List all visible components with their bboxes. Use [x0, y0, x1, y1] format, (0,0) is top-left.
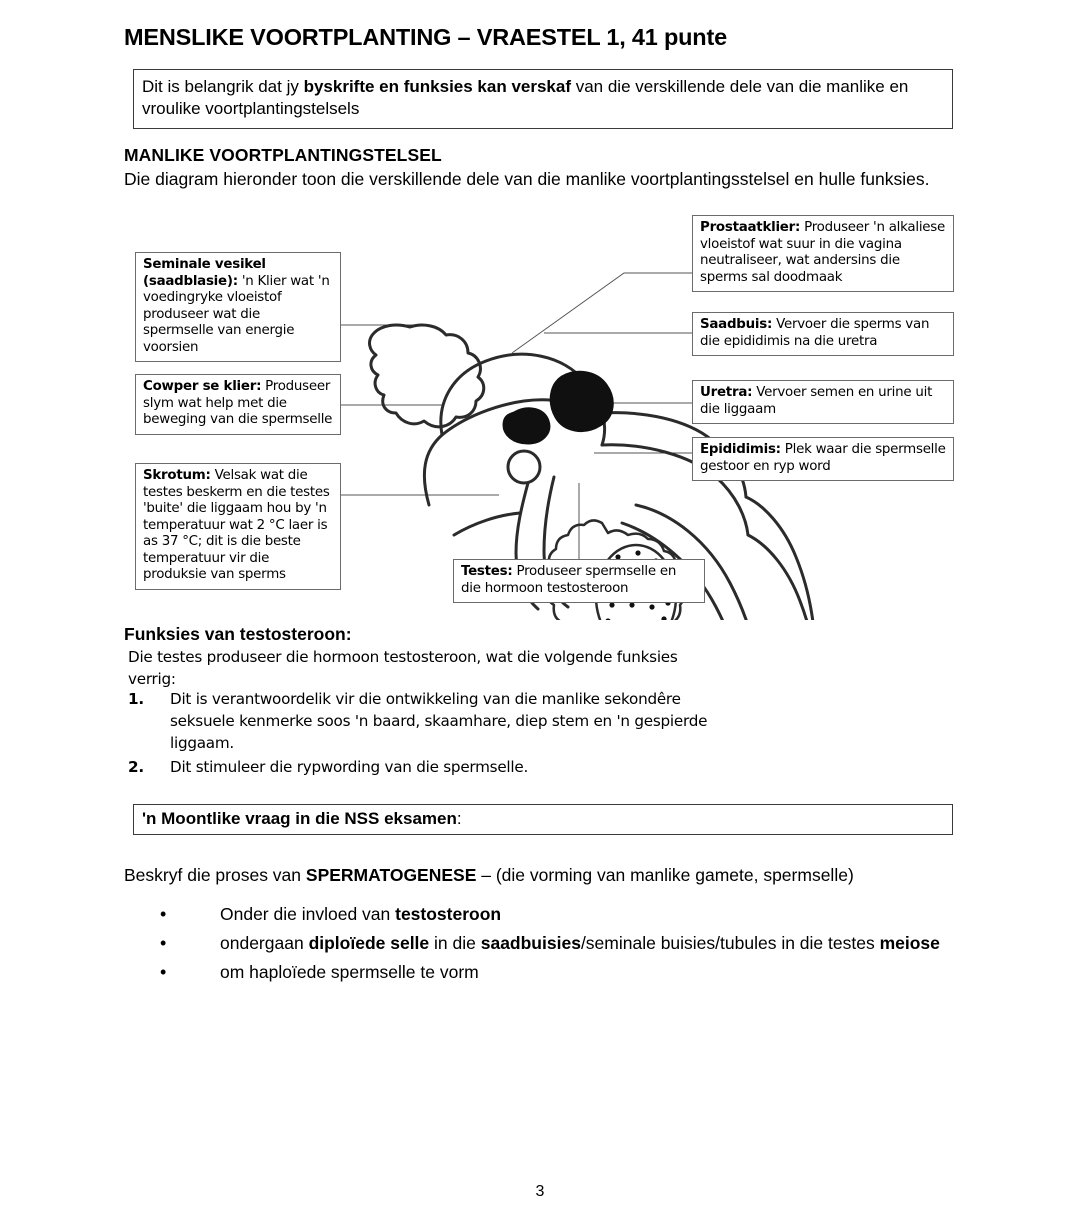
callout-cowper-se-klier: [135, 374, 341, 435]
bullet-text-mid: in die: [429, 932, 481, 953]
callout-label-epididimis: Epididimis:: [700, 442, 781, 457]
callout-seminale-vesikel: [135, 252, 341, 362]
question-before: Beskryf die proses van: [124, 865, 306, 885]
penis-outer-right: [748, 535, 817, 620]
page-number: 3: [535, 1183, 545, 1200]
note-text-bold: byskrifte en funksies kan verskaf: [303, 77, 571, 96]
callout-body-testes: Produseer spermselle en die hormoon testosteroon: [461, 564, 677, 596]
testosterone-function-list: [128, 688, 728, 780]
callout-uretra: [692, 380, 954, 424]
list-item-text: Dit stimuleer die rypwording van die spermselle.: [170, 758, 529, 777]
callout-body-saadbuis: Vervoer die sperms van die epididimis na die uretra: [700, 317, 930, 349]
testosterone-intro: Die testes produseer die hormoon testosteroon, wat die volgende funksies verrig:: [128, 648, 678, 688]
note-text-before: Dit is belangrik dat jy: [142, 77, 304, 96]
list-item: [128, 756, 728, 778]
question-after: – (die vorming van manlike gamete, spermselle): [476, 865, 854, 885]
list-item: [128, 688, 728, 754]
testosterone-heading: Funksies van testosteroon:: [124, 624, 352, 644]
callout-label-testes: Testes:: [461, 564, 513, 579]
callout-body-seminale: 'n Klier wat 'n voedingryke vloeistof produseer wat die spermselle van energie voorsien: [143, 273, 330, 355]
prostate-shape: [551, 372, 612, 430]
penis-outer-left: [746, 497, 815, 620]
bullet-text-after: /seminale buisies/tubules in die testes: [580, 932, 880, 953]
exam-banner-tail: :: [456, 809, 462, 828]
list-item: [160, 903, 960, 927]
section-heading: MANLIKE VOORTPLANTINGSTELSEL: [124, 145, 442, 165]
question-bold: SPERMATOGENESE: [305, 865, 477, 885]
callout-body-cowper: Produseer slym wat help met die beweging van die spermselle: [143, 379, 333, 428]
exam-question-banner: [133, 804, 953, 835]
list-item: [160, 961, 960, 985]
callout-skrotum: [135, 463, 341, 590]
exam-banner-bold: 'n Moontlike vraag in die NSS eksamen: [142, 809, 457, 828]
bullet-marker: •: [160, 932, 167, 953]
bullet-text-before: Onder die invloed van: [220, 904, 396, 924]
bullet-marker: •: [160, 961, 167, 982]
callout-label-seminale: Seminale vesikel (saadblasie):: [143, 257, 266, 289]
list-item-number: 2.: [128, 758, 144, 777]
male-reproductive-system-diagram: [124, 205, 964, 620]
important-note-box: [133, 69, 953, 129]
duct-circle: [508, 451, 540, 483]
callout-prostaatklier: [692, 215, 954, 292]
callout-epididimis: [692, 437, 954, 481]
leader-line-prostaat: [512, 273, 692, 353]
section-intro-text: Die diagram hieronder toon die verskillende dele van die manlike voortplantingsstelsel en hulle funksies.: [124, 169, 930, 189]
bullet-text-bold-1: diploïede selle: [308, 932, 430, 953]
note-text-after: van die verskillende dele van die manlike en vroulike voortplantingstelsels: [142, 77, 909, 119]
bullet-text-before: ondergaan: [220, 932, 309, 953]
cowper-gland-shape: [504, 409, 549, 443]
exam-answer-bullets: [160, 903, 960, 989]
callout-body-skrotum: Velsak wat die testes beskerm en die testes 'buite' die liggaam hou by 'n temperatuur wat 2 °C laer is as 37 °C; dit is die beste temperatuur vir die produksie van sperms: [143, 468, 330, 583]
bullet-text-before: om haploïede spermselle te vorm: [220, 961, 479, 982]
bullet-marker: •: [160, 904, 167, 924]
lower-connector: [454, 513, 520, 535]
list-item: [160, 932, 960, 956]
bullet-text-bold-2: saadbuisies: [480, 932, 581, 953]
seminal-vesicle-shape: [370, 325, 484, 427]
callout-label-skrotum: Skrotum:: [143, 468, 211, 483]
callout-label-prostaat: Prostaatklier:: [700, 220, 801, 235]
bullet-text-bold: testosteroon: [395, 904, 502, 924]
callout-saadbuis: [692, 312, 954, 356]
callout-label-uretra: Uretra:: [700, 385, 753, 400]
callout-testes: [453, 559, 705, 603]
callout-label-cowper: Cowper se klier:: [143, 379, 262, 394]
exam-question-text: [124, 864, 964, 887]
page-title: MENSLIKE VOORTPLANTING – VRAESTEL 1, 41 punte: [124, 24, 727, 50]
callout-body-prostaat: Produseer 'n alkaliese vloeistof wat suur in die vagina neutraliseer, wat andersins die sperms sal doodmaak: [700, 220, 946, 285]
callout-label-saadbuis: Saadbuis:: [700, 317, 773, 332]
list-item-text: Dit is verantwoordelik vir die ontwikkeling van die manlike sekondêre seksuele kenmerke soos 'n baard, skaamhare, diep stem en 'n gespierde liggaam.: [170, 690, 708, 753]
list-item-number: 1.: [128, 690, 144, 708]
bullet-text-bold-3: meiose: [879, 932, 940, 953]
callout-body-uretra: Vervoer semen en urine uit die liggaam: [700, 385, 933, 417]
callout-body-epididimis: Plek waar die spermselle gestoor en ryp word: [700, 442, 946, 474]
